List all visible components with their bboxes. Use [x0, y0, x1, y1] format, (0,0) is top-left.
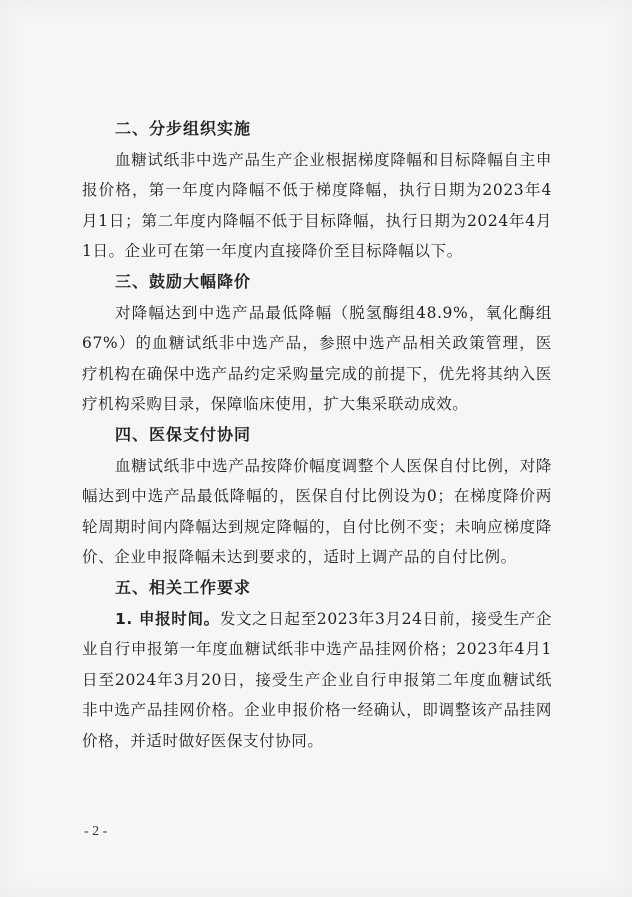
section-paragraph-2: 血糖试纸非中选产品生产企业根据梯度降幅和目标降幅自主申报价格，第一年度内降幅不低于梯度降幅，执行日期为2023年4月1日；第二年度内降幅不低于目标降幅，执行日期为2024年4月1日。企业可在第一年度内直接降价至目标降幅以下。 [82, 150, 552, 261]
section-paragraph-3: 对降幅达到中选产品最低降幅（脱氢酶组48.9%，氧化酶组67%）的血糖试纸非中选产品，参照中选产品相关政策管理，医疗机构在确保中选产品约定采购量完成的前提下，优先将其纳入医疗机构采购目录，保障临床使用，扩大集采联动成效。 [82, 303, 552, 414]
section-heading-5: 五、相关工作要求 [115, 577, 252, 597]
section-heading-4: 四、医保支付协同 [115, 424, 252, 444]
section-paragraph-5-item-1 [82, 604, 552, 757]
section-paragraph-4: 血糖试纸非中选产品按降价幅度调整个人医保自付比例，对降幅达到中选产品最低降幅的，医保自付比例设为0；在梯度降价两轮周期时间内降幅达到规定降幅的，自付比例不变；未响应梯度降价、企业申报降幅未达到要求的，适时上调产品的自付比例。 [82, 456, 552, 567]
section-heading-2: 二、分步组织实施 [115, 119, 252, 138]
section-heading-3: 三、鼓励大幅降价 [115, 271, 252, 291]
item-1-text: 发文之日起至2023年3月24日前，接受生产企业自行申报第一年度血糖试纸非中选产品挂网价格；2023年4月1日至2024年3月20日，接受生产企业自行申报第二年度血糖试纸非中选产品挂网价格。企业申报价格一经确认，即调整该产品挂网价格，并适时做好医保支付协同。 [82, 609, 552, 750]
document-body [82, 114, 552, 756]
page-number: - 2 - [84, 824, 108, 839]
item-1-label: 1. 申报时间。 [115, 609, 220, 628]
